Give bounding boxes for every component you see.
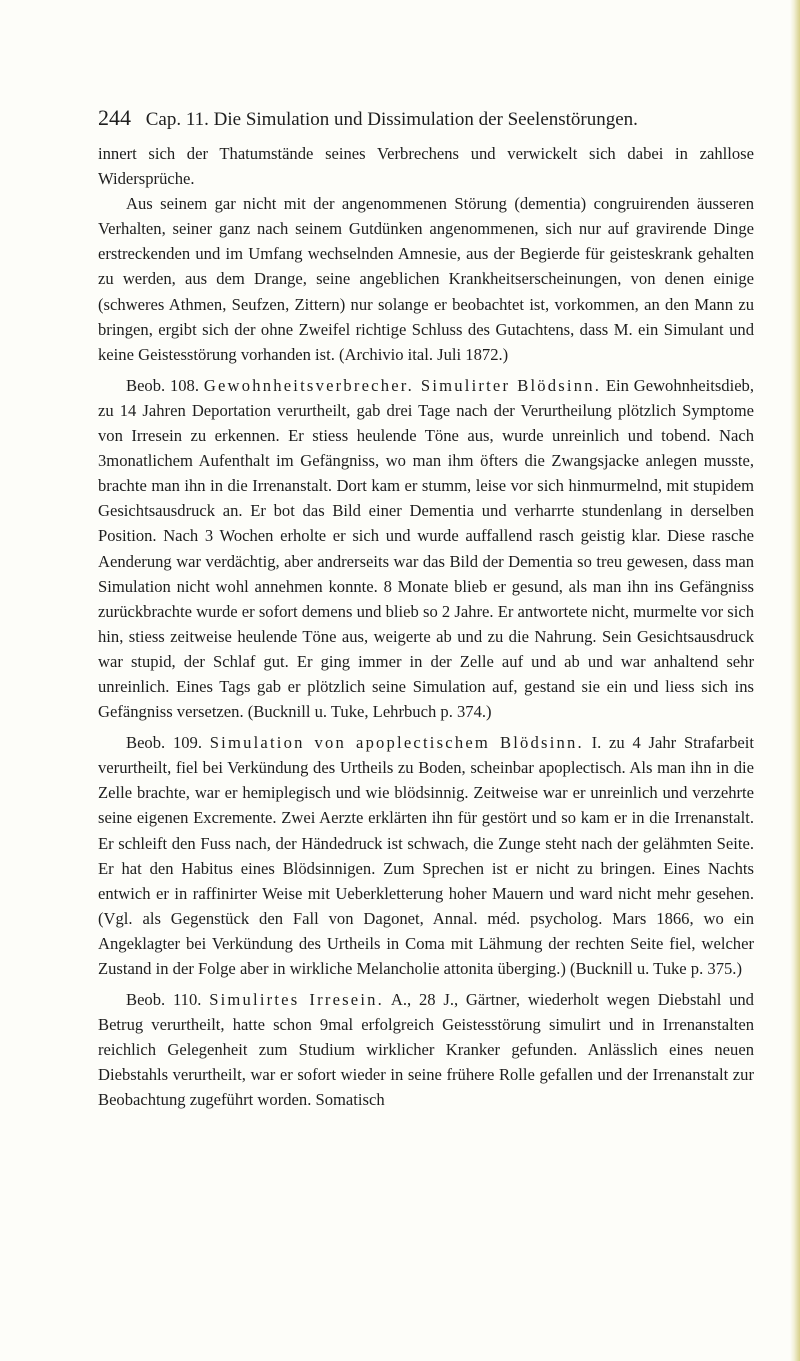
paragraph-conclusion: Aus seinem gar nicht mit der angenommenen Störung (dementia) congruirenden äusseren Verhalten, seiner ganz nach seinem Gutdünken angenommenen, sich nur auf gravirende Dinge erstreckenden und im Umfang wechselnden Amnesie, aus der Begierde für geisteskrank gehalten zu werden, aus dem Drange, seine angeblichen Krankheitserscheinungen, von denen einige (schweres Athmen, Seufzen, Zittern) nur solange er beobachtet ist, vorkommen, an den Mann zu bringen, ergibt sich der ohne Zweifel richtige Schluss des Gutachtens, dass M. ein Simulant und keine Geistesstörung vorhanden ist. (Archivio ital. Juli 1872.) — [98, 194, 754, 364]
observation-108 — [98, 373, 754, 724]
running-header — [98, 104, 758, 134]
observation-title: Gewohnheitsverbrecher. Simulirter Blödsinn. — [203, 375, 602, 395]
page-edge-shadow — [790, 0, 800, 1361]
observation-number: Beob. 109. — [126, 733, 202, 753]
observation-number: Beob. 110. — [126, 990, 202, 1010]
running-title: Cap. 11. Die Simulation und Dissimulation der Seelenstörungen. — [145, 109, 638, 130]
paragraph-continuation: innert sich der Thatumstände seines Verbrechens und verwickelt sich dabei in zahllose Widersprüche. — [98, 144, 754, 189]
observation-109 — [98, 730, 754, 981]
observation-number: Beob. 108. — [126, 375, 200, 395]
observation-title: Simulirtes Irresein. — [209, 990, 385, 1010]
page-number: 244 — [98, 105, 131, 130]
observation-text: I. zu 4 Jahr Strafarbeit verurtheilt, fiel bei Verkündung des Urtheils zu Boden, scheinbar apoplectisch. Als man ihn in die Zelle brachte, war er hemiplegisch und wie blödsinnig. Zeitweise war er unreinlich und verzehrte seine eigenen Excremente. Zwei Aerzte erklärten ihn für gestört und so kam er in die Irrenanstalt. Er schleift den Fuss nach, der Händedruck ist schwach, die Zunge steht nach der gelähmten Seite. Er hat den Habitus eines Blödsinnigen. Zum Sprechen ist er nicht zu bringen. Eines Nachts entwich er in raffinirter Weise mit Ueberkletterung hoher Mauern und ward nicht mehr gesehen. (Vgl. als Gegenstück den Fall von Dagonet, Annal. méd. psycholog. Mars 1866, wo ein Angeklagter bei Verkündung des Urtheils in Coma mit Lähmung der rechten Seite fiel, welcher Zustand in der Folge aber in wirkliche Melancholie attonita überging.) (Bucknill u. Tuke p. 375.) — [98, 733, 754, 978]
observation-110 — [98, 987, 754, 1112]
observation-text: A., 28 J., Gärtner, wiederholt wegen Diebstahl und Betrug verurtheilt, hatte schon 9mal erfolgreich Geistesstörung simulirt und in Irrenanstalten reichlich Gelegenheit zum Studium wirklicher Kranker gefunden. Anlässlich eines neuen Diebstahls verurtheilt, war er sofort wieder in seine frühere Rolle gefallen und der Irrenanstalt zur Beobachtung zugeführt worden. Somatisch — [98, 990, 754, 1110]
observation-title: Simulation von apoplectischem Blödsinn. — [209, 733, 584, 753]
page-body — [98, 141, 754, 1113]
observation-text: Ein Gewohnheitsdieb, zu 14 Jahren Deportation verurtheilt, gab drei Tage nach der Verurtheilung plötzlich Symptome von Irresein zu erkennen. Er stiess heulende Töne aus, wurde unreinlich und tobend. Nach 3monatlichem Aufenthalt im Gefängniss, wo man ihm öfters die Zwangsjacke anlegen musste, brachte man ihn in die Irrenanstalt. Dort kam er stumm, leise vor sich hinmurmelnd, mit stupidem Gesichtsausdruck an. Er bot das Bild einer Dementia und verharrte stundenlang in derselben Position. Nach 3 Wochen erholte er sich und wurde auffallend rasch geistig klar. Diese rasche Aenderung war verdächtig, aber andrerseits war das Bild der Dementia so treu gewesen, dass man Simulation nicht wohl annehmen konnte. 8 Monate blieb er gesund, als man ihn ins Gefängniss zurückbrachte wurde er sofort demens und blieb so 2 Jahre. Er antwortete nicht, murmelte vor sich hin, stiess zeitweise heulende Töne aus, weigerte ab und zu die Nahrung. Sein Gesichtsausdruck war stupid, der Schlaf gut. Er ging immer in der Zelle auf und ab und war anhaltend sehr unreinlich. Eines Tags gab er plötzlich seine Simulation auf, gestand sie ein und liess sich ins Gefängniss versetzen. (Bucknill u. Tuke, Lehrbuch p. 374.) — [98, 375, 755, 722]
